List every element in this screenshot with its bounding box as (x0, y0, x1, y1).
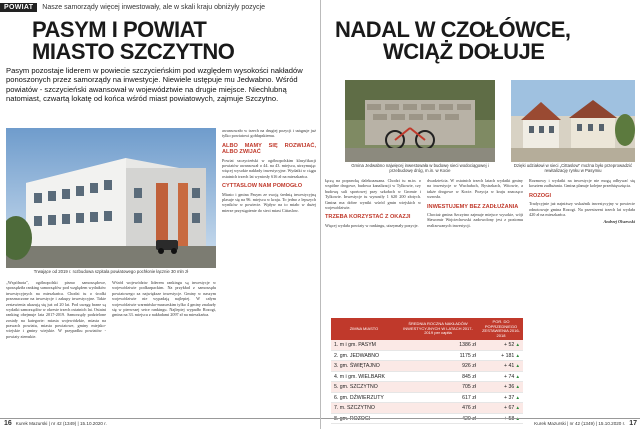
headline-left-line1: PASYM I POWIAT (32, 17, 207, 42)
row-change-cell (479, 340, 523, 350)
row-change: + 37 (504, 394, 515, 401)
row-change: + 74 (504, 373, 515, 380)
row-change: + 181 (501, 352, 515, 359)
row-value: 1386 zł (397, 340, 479, 350)
row-name: 7. m. SZCZYTNO (331, 403, 397, 414)
col3-subheading-1: ALBO MAMY SIĘ ROZWIJAĆ, ALBO ZWIJAĆ (222, 142, 316, 156)
jedwabno-photo (345, 80, 495, 162)
col3-subheading-2: CYTTASLOW NAM POMOGŁO (222, 183, 303, 190)
row-value: 926 zł (397, 361, 479, 372)
table-header-name: ZIMNA MIASTO (331, 318, 397, 340)
headline-left-line2: MIASTO SZCZYTNO (32, 39, 235, 65)
right-page (320, 0, 640, 429)
row-name: 4. m i gm. WIELBARK (331, 371, 397, 382)
footer-left: 16 Kurek Mazurski | nr 42 (1349) | 15.10.2020 r. (0, 418, 320, 428)
ranking-table (331, 318, 523, 424)
footer-paper-right: Kurek Mazurski (534, 421, 566, 426)
hospital-photo (6, 128, 216, 268)
column-1 (6, 280, 106, 415)
table-row (331, 350, 523, 361)
col3-text: awansowało w trzech na drugiej pozycji i ustępuje już tylko powiatowi gołdapskiemu. (222, 128, 316, 139)
section-bar (0, 2, 265, 13)
table-header-row (331, 318, 523, 340)
row-change: + 36 (504, 384, 515, 391)
row-change-cell (479, 403, 523, 414)
col3-text-b: Powiat szczycieński w ogólnopolskim klasyfikacji powiatów awansował o 44. na 43. miejscu, utrzymując więcej wysokie nakłady inwestycyjne. Wydatki w ciągu ostatnich trzech lat wyniosły 616 zł na mieszkańca. (222, 157, 316, 179)
column-3 (222, 128, 316, 416)
table-row (331, 371, 523, 382)
row-change: + 41 (504, 363, 515, 370)
col5-subheading: INWESTUJEMY BEZ ZADŁUŻANIA (427, 203, 519, 210)
pasym-photo (511, 80, 635, 162)
col5-text-b: Chociaż gmina Szczytno zajmuje miejsce wysokie, wójt Sławomir Wojciechowski zadowolony jest z poziomu realizowanych inwestycji. (427, 211, 523, 228)
row-change: + 52 (504, 342, 515, 349)
row-name: 5. gm. SZCZYTNO (331, 382, 397, 393)
author-signature: Andrzej Olszewski (603, 219, 635, 225)
col2-text: Wśród województw liderem rankingu są inwestycje w województwie podkarpackim. Na przykład z samorządu powiatowego za największe inwestycje. Gminy w naszym województwie nie wypadają najlepiej. W całym województwie warmińsko-mazurskim tylko 4 gminy znalazły się w pierwszej setce rankingu. Najlepiej wypadło Rozogi, gmina na 33. miejscu z nakładami 2097 zł na mieszkańca. (112, 280, 216, 318)
row-change-cell (479, 361, 523, 372)
footer-paper-left: Kurek Mazurski (15, 421, 48, 426)
col6-text-b: Tradycyjnie już najniższy wskaźnik inwestycyjny w powiecie odnotowuje gmina Rozogi. Na przestrzeni trzech lat wydała 420 zł na mieszkańca. (529, 201, 635, 217)
pasym-photo-caption: Dzięki udziałowi w sieci „Cittaslow" można było przeprowadzić rewitalizację rynku w Pasymiu (513, 163, 633, 174)
col4-text-b: Więcej wydała powiaty w rankingu, utrzymały pozycje. (325, 222, 419, 228)
column-5 (427, 178, 523, 316)
table-row (331, 361, 523, 372)
table-row (331, 340, 523, 350)
headline-right-line1: NADAL W CZOŁÓWCE, (335, 17, 571, 42)
page-number-right: 17 (629, 420, 637, 427)
col6-subheading: ROZOGI (529, 192, 552, 199)
col5-text: dwadzieścia. W ostatnich trzech latach wydatki gminy na inwestycje w Wuchałach, Bystrzkach, Witowie, a także drogowe w Kocie. Pozycja w kraju znacząco wzrosła. (427, 178, 523, 200)
arrow-up-icon: ▲ (514, 415, 520, 421)
footer-issue-right: nr 42 (569, 421, 581, 426)
headline-right (335, 19, 571, 64)
col3-text-c: Miasto i gmina Pasym ze swoją średnią inwestycyjną plasuje się na 96. miejscu w kraju. To jedno z lepszych wyników w powiecie. Wpływ na to miało w dużej mierze przystąpienie do sieci miast Cittaslow. (222, 191, 316, 213)
jedwabno-photo-caption: Gmina Jedwabno najwięcej inwestowała w budowę sieci wodociągowej i przebudowę dróg, m.in. w Kocie (351, 163, 489, 174)
row-name: 6. gm. DŹWIERZUTY (331, 392, 397, 403)
footer-code-right: (1349) (581, 421, 595, 426)
row-value: 420 zł (397, 413, 479, 424)
table-row (331, 403, 523, 414)
column-6 (529, 178, 635, 415)
footer-issue-left: nr 42 (51, 421, 62, 426)
row-change-cell (479, 371, 523, 382)
col1-text: „Wspólnota", ogólnopolski pismo samorządowe, sporządziła ranking samorządów pod względem wydatków inwestycyjnych na mieszkańca. Chodzi tu o środki przeznaczone na inwestycje i zakupy inwestycyjne. Takie zestawienia ukazują się już od 20 lat. Pod uwagę brane są wydatki samorządów w okresie trzech ostatnich lat. Ostatni ranking obejmuje lata 2017-2019. Samorządy podzielone zostały na kategorie: miasta wojewódzkie, miasta na prawach powiatu, miasta powiatowe, gminy miejsko-wiejskie i gminy wiejskie. W przypadku powiatów - powiaty ziemskie. (6, 280, 106, 339)
column-2 (112, 280, 216, 415)
row-change: + 67 (504, 405, 515, 412)
footer-date-right: 15.10.2020 r. (598, 421, 626, 426)
row-value: 1175 zł (397, 350, 479, 361)
section-subtitle: Nasze samorządy więcej inwestowały, ale w skali kraju obniżyły pozycje (42, 4, 266, 11)
row-name: 1. m i gm. PASYM (331, 340, 397, 350)
arrow-up-icon: ▲ (514, 384, 520, 390)
headline-left (32, 19, 234, 64)
col6-text: Rozmowy i wydatki na inwestycje nie mogą odbywać się kosztem zadłużania. Gmina planuje kolejne przedsięwzięcia. (529, 178, 635, 189)
arrow-up-icon: ▲ (514, 394, 520, 400)
row-change-cell (479, 382, 523, 393)
footer-date-left: 15.10.2020 r. (80, 421, 107, 426)
row-name: 2. gm. JEDWABNO (331, 350, 397, 361)
row-change-cell (479, 392, 523, 403)
col4-subheading: TRZEBA KORZYSTAĆ Z OKAZJI (325, 214, 411, 221)
arrow-up-icon: ▲ (514, 352, 520, 358)
hospital-photo-caption: Trwające od 2019 r. rozbudowa szpitala powiatowego pochłonie łącznie 30 mln zł (33, 269, 189, 274)
section-tag: POWIAT (0, 3, 37, 12)
table-row (331, 392, 523, 403)
row-name: 3. gm. ŚWIĘTAJNO (331, 361, 397, 372)
table-header-change: POR. DO POPRZEDNIEGO ZESTAWIENIA 2016-2018 (479, 318, 523, 340)
row-value: 617 zł (397, 392, 479, 403)
table-row (331, 382, 523, 393)
row-value: 845 zł (397, 371, 479, 382)
column-4 (325, 178, 421, 316)
row-change: + 58 (504, 415, 515, 422)
lead-paragraph: Pasym pozostaje liderem w powiecie szczycieńskim pod względem wysokości nakładów ponoszonych przez samorządy na inwestycje. Niewiele ustępuje mu Jedwabno. Wśród powiatów - szczycieński awansował w województwie na drugie miejsce. Niechlubną natomiast, czwartą lokatę od końca wśród miast powiatowych, zajmuje Szczytno. (6, 66, 303, 104)
footer-code-left: (1349) (62, 421, 77, 426)
row-change-cell (479, 350, 523, 361)
page-number-left: 16 (4, 420, 12, 427)
arrow-up-icon: ▲ (514, 342, 520, 348)
table-header-value: ŚREDNIA ROCZNA NAKŁADÓW INWESTYCYJNYCH W LATACH 2017-2019 per capita (397, 318, 479, 340)
col4-text: łączą na poprawkę dalekoazuana. Chodzi tu m.in. o wspólne drogowe, budowa kanalizacji w Tylkowie, czy budowę sali sportowej przy szkołach w Gromie i Tylkowie. Inwestycje tu wynosiły 1 620 200 złotych. Gmina ma dobre wyniki wśród gmin wiejskich w województwie. (325, 178, 421, 210)
arrow-up-icon: ▲ (514, 363, 520, 369)
headline-right-line2: WCIĄŻ DOŁUJE (383, 39, 545, 65)
row-value: 476 zł (397, 403, 479, 414)
row-value: 705 zł (397, 382, 479, 393)
row-name: 8. gm. ROZOGI (331, 413, 397, 424)
footer-right: Kurek Mazurski | nr 42 (1349) | 15.10.2020 r. 17 (321, 418, 640, 428)
arrow-up-icon: ▲ (514, 373, 520, 379)
arrow-up-icon: ▲ (514, 405, 520, 411)
table-body (331, 340, 523, 424)
